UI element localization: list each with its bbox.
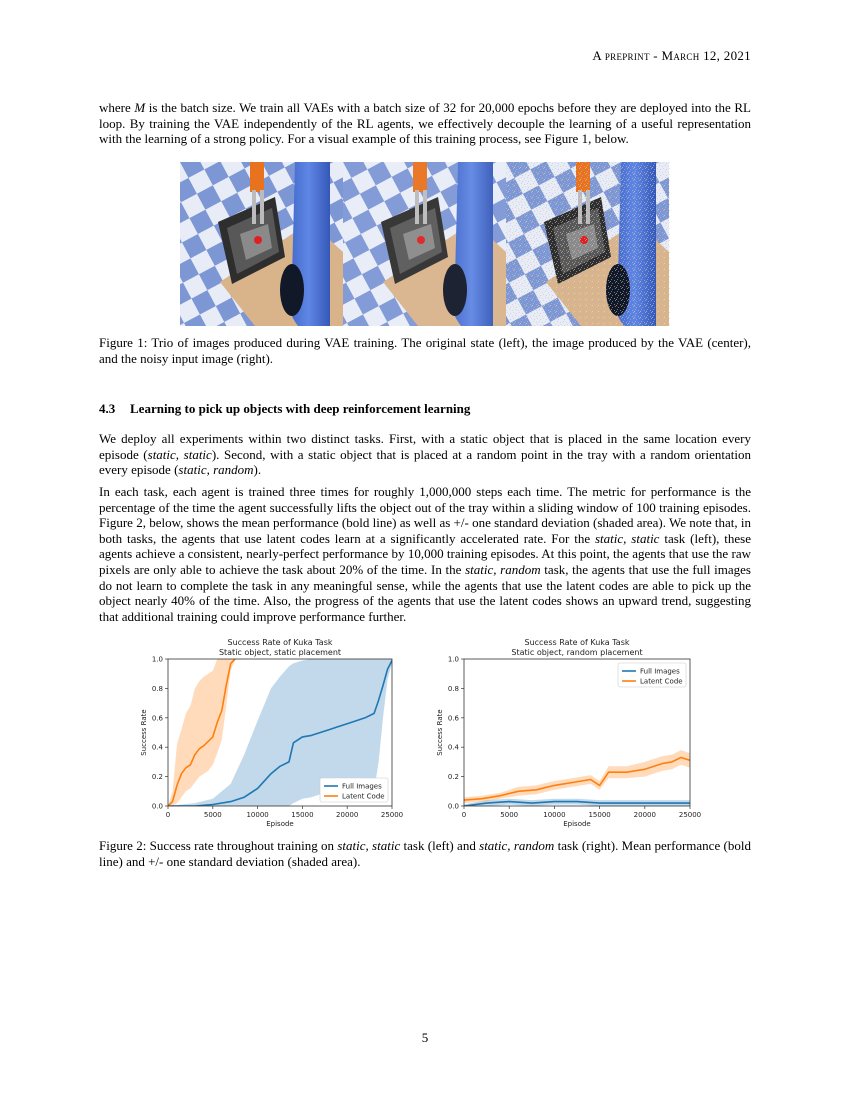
legend-label: Latent Code: [640, 677, 683, 686]
figure-1-vae-reconstruction: [343, 162, 506, 326]
chart-legend: [320, 778, 388, 802]
figure-1-noisy-input: [506, 162, 670, 326]
y-tick-label: 0.4: [151, 743, 163, 752]
figure-1-original-state: [180, 162, 343, 326]
chart-static-random: [436, 638, 701, 828]
y-tick-label: 1.0: [447, 655, 459, 664]
x-tick-label: 15000: [291, 811, 314, 819]
x-axis-label: Episode: [563, 820, 591, 828]
figure-2-caption: Figure 2: Success rate throughout training on static, static task (left) and static, random task (right). Mean performance (bold line) and +/- one standard deviation (shaded area).: [99, 838, 751, 869]
x-tick-label: 25000: [678, 811, 702, 819]
math-variable: M: [134, 100, 146, 115]
chart-title: Success Rate of Kuka Task: [524, 638, 630, 647]
page-number: 5: [421, 1030, 429, 1045]
running-head: A preprint - March 12, 2021: [592, 48, 751, 63]
x-tick-label: 15000: [588, 811, 611, 819]
body-paragraph-1: We deploy all experiments within two distinct tasks. First, with a static object that is placed in the same location every episode (static, static). Second, with a static object that is placed at a random point in the tray with a random orientation every episode (static, random).: [99, 431, 751, 478]
chart-legend: [618, 663, 686, 687]
figure-1-caption: Figure 1: Trio of images produced during VAE training. The original state (left), the image produced by the VAE (center), and the noisy input image (right).: [99, 335, 751, 366]
y-tick-label: 0.8: [447, 684, 459, 693]
y-tick-label: 1.0: [151, 655, 163, 664]
legend-label: Full Images: [342, 782, 382, 791]
x-axis-label: Episode: [266, 820, 294, 828]
chart-static-static: [140, 638, 403, 828]
std-band-latent-code: [464, 750, 690, 803]
x-tick-label: 0: [165, 811, 171, 819]
y-tick-label: 0.0: [151, 802, 163, 811]
y-tick-label: 0.2: [151, 773, 163, 782]
legend-label: Latent Code: [342, 792, 385, 801]
figure-2-charts: [138, 634, 702, 830]
y-tick-label: 0.4: [447, 743, 459, 752]
y-tick-label: 0.2: [447, 773, 459, 782]
y-tick-label: 0.6: [447, 714, 459, 723]
x-tick-label: 20000: [336, 811, 359, 819]
chart-title: Success Rate of Kuka Task: [227, 638, 333, 647]
y-tick-label: 0.0: [447, 802, 459, 811]
x-tick-label: 0: [461, 811, 467, 819]
chart-subtitle: Static object, random placement: [511, 648, 643, 657]
x-tick-label: 25000: [380, 811, 404, 819]
body-paragraph-2: In each task, each agent is trained three times for roughly 1,000,000 steps each time. The metric for performance is the percentage of the time the agent successfully lifts the object out of the tray within a sliding window of 100 training episodes. Figure 2, below, shows the mean performance (bold line) as well as +/- one standard deviation (shaded area). We note that, in both tasks, the agents that use latent codes learn at a significantly accelerated rate. For the static, static task (left), these agents achieve a consistent, nearly-perfect performance by 10,000 training episodes. At this point, the agents that use the raw pixels are only able to achieve the task about 20% of the time. In the static, random task, the agents that use the full images do not learn to complete the task in any meaningful sense, while the agents that use the latent codes are able to pick up the object nearly 40% of the time. Also, the progress of the agents that use the latent codes shows an upward trend, suggesting that additional training could improve performance further.: [99, 484, 751, 624]
x-tick-label: 5000: [203, 811, 222, 819]
y-tick-label: 0.8: [151, 684, 163, 693]
y-axis-label: Success Rate: [140, 709, 148, 756]
x-tick-label: 20000: [633, 811, 656, 819]
section-heading: 4.3 Learning to pick up objects with deep reinforcement learning: [99, 401, 471, 416]
chart-subtitle: Static object, static placement: [218, 648, 342, 657]
x-tick-label: 10000: [543, 811, 566, 819]
figure-1-image-trio: [180, 162, 670, 326]
x-tick-label: 5000: [500, 811, 519, 819]
y-axis-label: Success Rate: [436, 709, 444, 756]
y-tick-label: 0.6: [151, 714, 163, 723]
x-tick-label: 10000: [246, 811, 269, 819]
intro-paragraph: where M is the batch size. We train all VAEs with a batch size of 32 for 20,000 epochs before they are deployed into the RL loop. By training the VAE independently of the RL agents, we effectively decouple the learning of a useful representation with the learning of a strong policy. For a visual example of this training process, see Figure 1, below.: [99, 100, 751, 147]
legend-label: Full Images: [640, 667, 680, 676]
